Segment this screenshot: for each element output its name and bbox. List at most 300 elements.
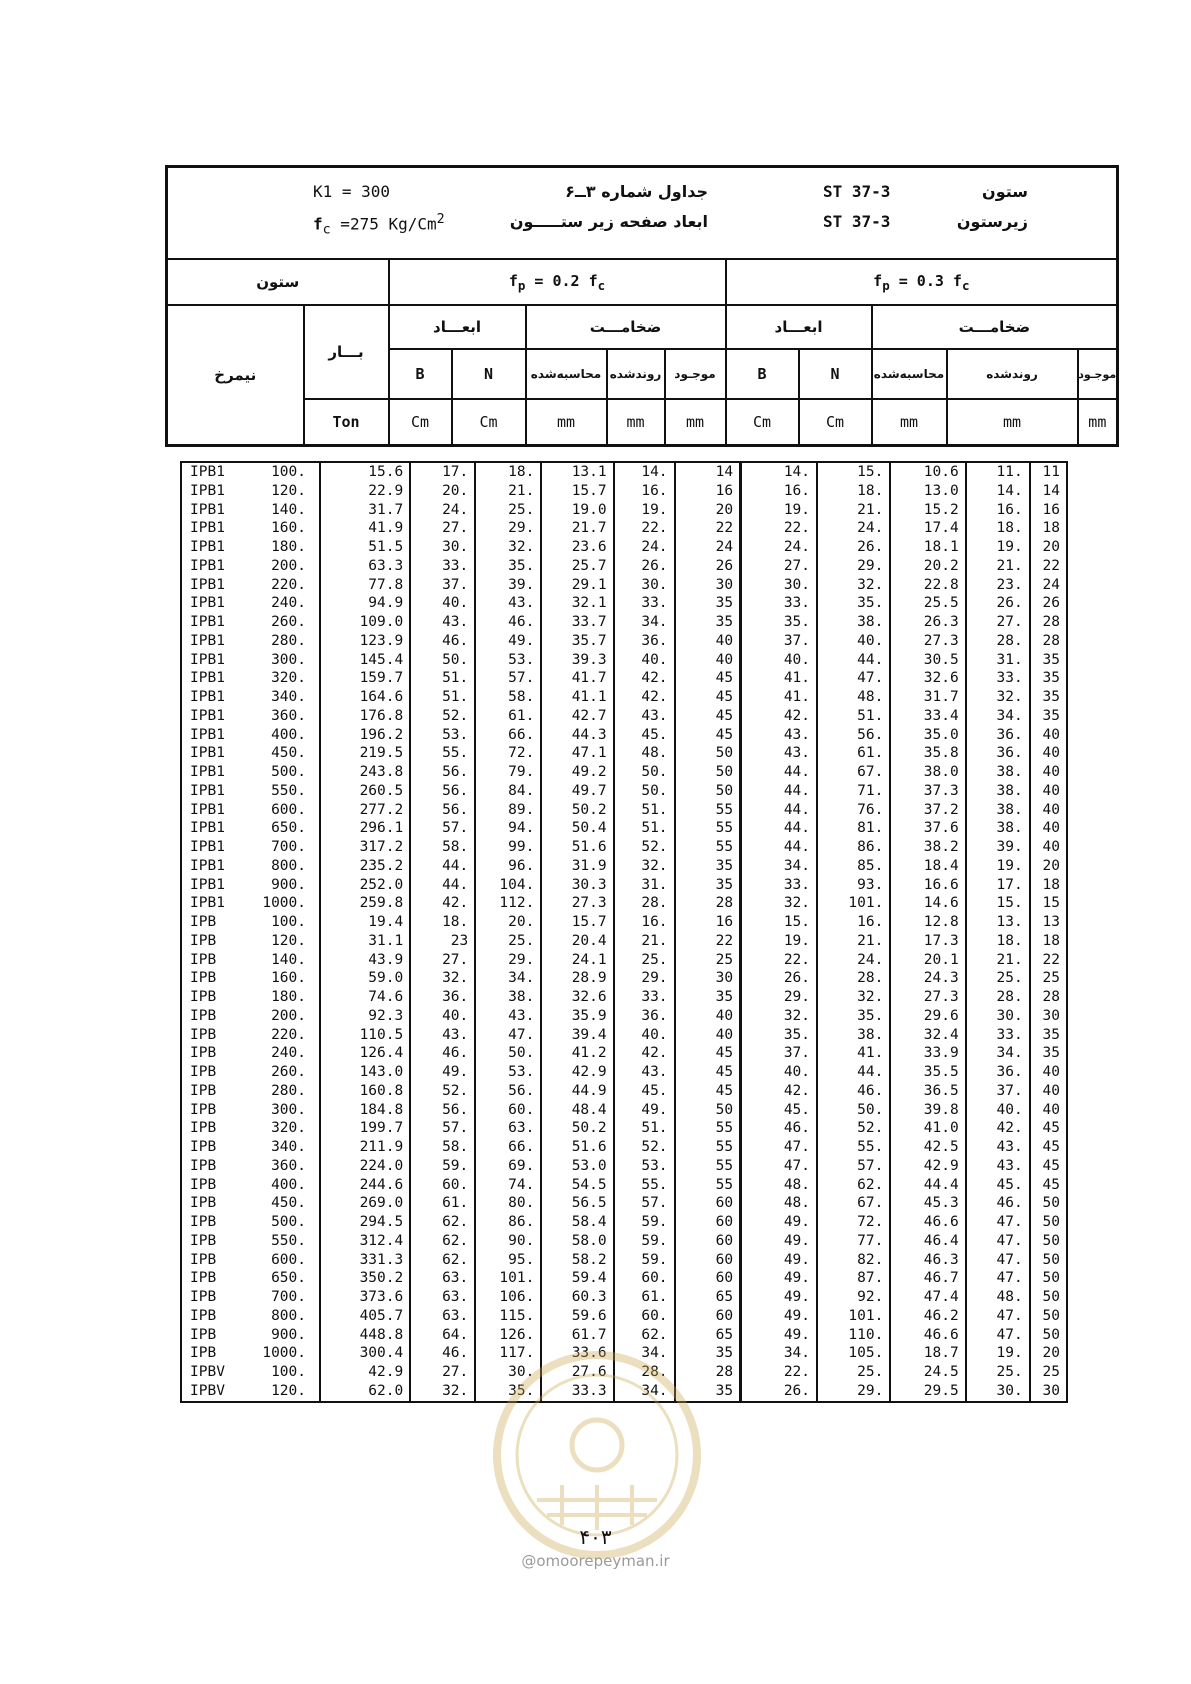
profile-name: IPB1 (190, 764, 225, 780)
table-row (181, 801, 1067, 820)
profile-cell (181, 1213, 320, 1232)
thick-round-1-cell: 42. (614, 1044, 675, 1063)
load-cell: 259.8 (320, 894, 410, 913)
B-1-cell: 56. (410, 801, 475, 820)
B-1-cell: 59. (410, 1157, 475, 1176)
table-row (181, 1157, 1067, 1176)
profile-size: 550. (271, 782, 306, 799)
thick-exist-2-cell: 40 (1030, 1082, 1067, 1101)
profile-size: 650. (271, 820, 306, 837)
thick-exist-2-cell: 45 (1030, 1157, 1067, 1176)
profile-cell (181, 482, 320, 501)
N-1-cell: 20. (475, 913, 541, 932)
thick-exist-1-cell: 35 (675, 613, 741, 632)
thick-exist-1-cell: 65 (675, 1326, 741, 1345)
N-1-cell: 115. (475, 1307, 541, 1326)
thick-round-1-cell: 28. (614, 1363, 675, 1382)
B-2-cell: 34. (741, 1344, 817, 1363)
profile-size: 200. (271, 1007, 306, 1024)
table-row (181, 1194, 1067, 1213)
thick-calc-1-cell: 59.4 (541, 1269, 613, 1288)
table-row (181, 932, 1067, 951)
thick-round-2-cell: 32. (966, 688, 1030, 707)
B-2-cell: 47. (741, 1138, 817, 1157)
B-2-cell: 19. (741, 932, 817, 951)
thick-round-1-cell: 14. (614, 462, 675, 482)
thick-round-2-cell: 43. (966, 1138, 1030, 1157)
thick-calc-2-cell: 27.3 (890, 632, 965, 651)
thick-calc-1-cell: 27.3 (541, 894, 613, 913)
N-2-cell: 82. (817, 1251, 890, 1270)
table-row (181, 1251, 1067, 1270)
profile-size: 140. (271, 951, 306, 968)
thick-round-1-cell: 24. (614, 538, 675, 557)
profile-cell (181, 988, 320, 1007)
thick-calc-1-cell: 29.1 (541, 576, 613, 595)
thick-exist-1-cell: 16 (675, 482, 741, 501)
N-1-cell: 18. (475, 462, 541, 482)
profile-cell (181, 557, 320, 576)
thick-exist-2-cell: 50 (1030, 1269, 1067, 1288)
N-1-cell: 112. (475, 894, 541, 913)
thick-exist-1-cell: 26 (675, 557, 741, 576)
profile-name: IPB1 (190, 670, 225, 687)
profile-name: IPB1 (190, 820, 225, 837)
profile-name: IPB (190, 1214, 217, 1230)
N-2-cell: 101. (817, 894, 890, 913)
thick-calc-1-cell: 58.2 (541, 1251, 613, 1270)
N-1-cell: 94. (475, 819, 541, 838)
col-calculated-2: محاسبه‌شده (872, 349, 947, 399)
thick-exist-2-cell: 40 (1030, 1063, 1067, 1082)
table-subtitle: ابعاد صفحه زیر ستـــــون (509, 212, 708, 231)
unit-B-2: Cm (726, 399, 799, 446)
profile-cell (181, 632, 320, 651)
thick-calc-2-cell: 14.6 (890, 894, 965, 913)
thick-exist-2-cell: 22 (1030, 557, 1067, 576)
thick-exist-2-cell: 14 (1030, 482, 1067, 501)
thick-calc-2-cell: 35.5 (890, 1063, 965, 1082)
thick-exist-1-cell: 55 (675, 1119, 741, 1138)
thick-round-1-cell: 51. (614, 801, 675, 820)
profile-name: IPB (190, 951, 217, 968)
table-row (181, 1101, 1067, 1120)
thick-calc-2-cell: 15.2 (890, 501, 965, 520)
thick-exist-1-cell: 55 (675, 1176, 741, 1195)
profile-cell (181, 1251, 320, 1270)
profile-cell (181, 519, 320, 538)
load-cell: 145.4 (320, 651, 410, 670)
profile-name: IPB (190, 1176, 217, 1193)
thick-calc-2-cell: 25.5 (890, 594, 965, 613)
N-2-cell: 18. (817, 482, 890, 501)
profile-size: 200. (271, 557, 306, 574)
table-row (181, 857, 1067, 876)
profile-cell (181, 819, 320, 838)
table-row (181, 744, 1067, 763)
N-2-cell: 86. (817, 838, 890, 857)
profile-cell (181, 1044, 320, 1063)
table-row (181, 951, 1067, 970)
profile-cell (181, 969, 320, 988)
profile-size: 500. (271, 1214, 306, 1230)
load-cell: 176.8 (320, 707, 410, 726)
B-2-cell: 34. (741, 857, 817, 876)
N-2-cell: 93. (817, 876, 890, 895)
thick-round-1-cell: 43. (614, 1063, 675, 1082)
thick-round-2-cell: 42. (966, 1119, 1030, 1138)
thick-exist-1-cell: 35 (675, 857, 741, 876)
load-cell: 244.6 (320, 1176, 410, 1195)
thick-exist-1-cell: 60 (675, 1232, 741, 1251)
N-1-cell: 58. (475, 688, 541, 707)
thick-exist-1-cell: 30 (675, 969, 741, 988)
thick-calc-1-cell: 49.2 (541, 763, 613, 782)
thick-calc-2-cell: 37.3 (890, 782, 965, 801)
N-2-cell: 101. (817, 1307, 890, 1326)
profile-size: 220. (271, 576, 306, 593)
steel-grade-column: ST 37-3 (823, 182, 891, 201)
load-cell: 296.1 (320, 819, 410, 838)
thick-round-2-cell: 34. (966, 707, 1030, 726)
N-1-cell: 99. (475, 838, 541, 857)
B-1-cell: 33. (410, 557, 475, 576)
thick-exist-2-cell: 35 (1030, 1044, 1067, 1063)
thick-exist-2-cell: 16 (1030, 501, 1067, 520)
label-base-plate: زیرستون (956, 212, 1028, 231)
thick-exist-2-cell: 40 (1030, 744, 1067, 763)
thick-calc-1-cell: 61.7 (541, 1326, 613, 1345)
thick-exist-1-cell: 40 (675, 651, 741, 670)
profile-cell (181, 576, 320, 595)
N-2-cell: 32. (817, 576, 890, 595)
B-1-cell: 63. (410, 1269, 475, 1288)
N-2-cell: 50. (817, 1101, 890, 1120)
thick-exist-1-cell: 55 (675, 1157, 741, 1176)
thick-exist-2-cell: 25 (1030, 969, 1067, 988)
profile-cell (181, 857, 320, 876)
fp2-value: = 0.3 f (889, 271, 962, 290)
unit-calc-2: mm (872, 399, 947, 446)
thick-round-2-cell: 47. (966, 1269, 1030, 1288)
profile-cell (181, 894, 320, 913)
thick-round-2-cell: 18. (966, 932, 1030, 951)
thick-round-1-cell: 16. (614, 482, 675, 501)
thick-calc-1-cell: 39.4 (541, 1026, 613, 1045)
N-1-cell: 29. (475, 519, 541, 538)
B-1-cell: 49. (410, 1063, 475, 1082)
N-2-cell: 24. (817, 519, 890, 538)
unit-exist-1: mm (665, 399, 726, 446)
thick-calc-1-cell: 33.7 (541, 613, 613, 632)
N-2-cell: 57. (817, 1157, 890, 1176)
thick-exist-1-cell: 60 (675, 1307, 741, 1326)
thick-calc-2-cell: 31.7 (890, 688, 965, 707)
thick-calc-1-cell: 58.4 (541, 1213, 613, 1232)
thick-exist-2-cell: 20 (1030, 538, 1067, 557)
thick-calc-1-cell: 23.6 (541, 538, 613, 557)
thick-calc-2-cell: 12.8 (890, 913, 965, 932)
load-cell: 252.0 (320, 876, 410, 895)
profile-name: IPBV (190, 1382, 225, 1399)
B-2-cell: 40. (741, 1063, 817, 1082)
profile-name: IPB (190, 1251, 217, 1268)
thick-calc-1-cell: 53.0 (541, 1157, 613, 1176)
profile-size: 600. (271, 1251, 306, 1268)
N-2-cell: 24. (817, 951, 890, 970)
load-cell: 15.6 (320, 462, 410, 482)
profile-name: IPB1 (190, 501, 225, 518)
thick-calc-1-cell: 42.9 (541, 1063, 613, 1082)
thick-calc-1-cell: 35.7 (541, 632, 613, 651)
thick-round-2-cell: 47. (966, 1326, 1030, 1345)
table-row (181, 1176, 1067, 1195)
N-2-cell: 76. (817, 801, 890, 820)
thick-exist-2-cell: 40 (1030, 763, 1067, 782)
profile-size: 160. (271, 970, 306, 987)
thick-exist-2-cell: 40 (1030, 838, 1067, 857)
load-cell: 405.7 (320, 1307, 410, 1326)
profile-cell (181, 538, 320, 557)
B-2-cell: 26. (741, 1382, 817, 1402)
table-row (181, 1288, 1067, 1307)
profile-cell (181, 1119, 320, 1138)
B-1-cell: 36. (410, 988, 475, 1007)
watermark-text: @omoorepeyman.ir (521, 1552, 670, 1570)
load-cell: 77.8 (320, 576, 410, 595)
thick-exist-1-cell: 22 (675, 932, 741, 951)
load-cell: 123.9 (320, 632, 410, 651)
table-row (181, 482, 1067, 501)
profile-name: IPB1 (190, 632, 225, 649)
load-cell: 312.4 (320, 1232, 410, 1251)
thick-round-1-cell: 52. (614, 1138, 675, 1157)
thick-round-2-cell: 28. (966, 632, 1030, 651)
thick-round-2-cell: 33. (966, 669, 1030, 688)
table-row (181, 838, 1067, 857)
B-2-cell: 35. (741, 1026, 817, 1045)
title-block (167, 167, 1118, 260)
thick-round-2-cell: 38. (966, 819, 1030, 838)
thick-round-2-cell: 19. (966, 857, 1030, 876)
col-rounded-2: روندشده (947, 349, 1078, 399)
profile-cell (181, 951, 320, 970)
table-row (181, 782, 1067, 801)
table-header (165, 165, 1119, 447)
data-table (180, 461, 1068, 1403)
load-cell: 74.6 (320, 988, 410, 1007)
profile-name: IPB (190, 932, 217, 949)
fp1-subscript: p (517, 277, 526, 293)
thick-exist-1-cell: 65 (675, 1288, 741, 1307)
load-cell: 41.9 (320, 519, 410, 538)
profile-cell (181, 782, 320, 801)
B-2-cell: 37. (741, 632, 817, 651)
N-1-cell: 60. (475, 1101, 541, 1120)
thick-calc-2-cell: 10.6 (890, 462, 965, 482)
page-number: ۴۰۳ (579, 1525, 612, 1549)
N-1-cell: 104. (475, 876, 541, 895)
load-cell: 51.5 (320, 538, 410, 557)
thick-exist-1-cell: 22 (675, 519, 741, 538)
table-row (181, 613, 1067, 632)
N-1-cell: 66. (475, 1138, 541, 1157)
profile-cell (181, 1288, 320, 1307)
thick-round-2-cell: 36. (966, 1063, 1030, 1082)
B-1-cell: 40. (410, 1007, 475, 1026)
N-2-cell: 15. (817, 462, 890, 482)
thick-round-2-cell: 16. (966, 501, 1030, 520)
thick-exist-1-cell: 45 (675, 1082, 741, 1101)
profile-cell (181, 1026, 320, 1045)
profile-size: 300. (271, 651, 306, 668)
table-row (181, 819, 1067, 838)
B-2-cell: 24. (741, 538, 817, 557)
thick-calc-2-cell: 38.0 (890, 763, 965, 782)
B-2-cell: 42. (741, 707, 817, 726)
profile-cell (181, 1101, 320, 1120)
profile-size: 900. (271, 1326, 306, 1343)
thick-exist-1-cell: 40 (675, 632, 741, 651)
load-cell: 243.8 (320, 763, 410, 782)
thick-round-2-cell: 37. (966, 1082, 1030, 1101)
profile-name: IPB1 (190, 689, 225, 705)
B-1-cell: 56. (410, 763, 475, 782)
B-2-cell: 48. (741, 1176, 817, 1195)
B-2-cell: 41. (741, 688, 817, 707)
N-2-cell: 71. (817, 782, 890, 801)
thick-round-1-cell: 36. (614, 1007, 675, 1026)
load-cell: 277.2 (320, 801, 410, 820)
profile-cell (181, 744, 320, 763)
profile-name: IPB1 (190, 651, 225, 668)
fp2-fc-subscript: c (961, 277, 970, 293)
thick-calc-1-cell: 59.6 (541, 1307, 613, 1326)
B-2-cell: 48. (741, 1194, 817, 1213)
table-row (181, 894, 1067, 913)
thick-round-2-cell: 38. (966, 782, 1030, 801)
thick-exist-2-cell: 25 (1030, 1363, 1067, 1382)
B-1-cell: 37. (410, 576, 475, 595)
thick-calc-1-cell: 33.6 (541, 1344, 613, 1363)
B-2-cell: 49. (741, 1307, 817, 1326)
thick-exist-1-cell: 35 (675, 1344, 741, 1363)
N-2-cell: 16. (817, 913, 890, 932)
thick-exist-2-cell: 45 (1030, 1176, 1067, 1195)
load-cell: 63.3 (320, 557, 410, 576)
profile-name: IPB (190, 1326, 217, 1343)
thick-exist-1-cell: 50 (675, 763, 741, 782)
thick-calc-2-cell: 38.2 (890, 838, 965, 857)
N-1-cell: 21. (475, 482, 541, 501)
thick-round-1-cell: 33. (614, 594, 675, 613)
thick-calc-2-cell: 32.4 (890, 1026, 965, 1045)
thick-round-2-cell: 26. (966, 594, 1030, 613)
thick-calc-2-cell: 46.2 (890, 1307, 965, 1326)
thick-round-1-cell: 33. (614, 988, 675, 1007)
thick-exist-2-cell: 28 (1030, 988, 1067, 1007)
B-1-cell: 27. (410, 951, 475, 970)
table-row (181, 1063, 1067, 1082)
profile-size: 500. (271, 764, 306, 780)
B-2-cell: 49. (741, 1232, 817, 1251)
profile-size: 1000. (262, 895, 306, 912)
profile-size: 400. (271, 726, 306, 743)
table-row (181, 1044, 1067, 1063)
profile-name: IPB1 (190, 557, 225, 574)
B-2-cell: 16. (741, 482, 817, 501)
profile-size: 900. (271, 876, 306, 893)
thick-calc-1-cell: 35.9 (541, 1007, 613, 1026)
profile-name: IPB1 (190, 464, 225, 480)
B-2-cell: 44. (741, 819, 817, 838)
thick-exist-1-cell: 14 (675, 462, 741, 482)
thick-exist-2-cell: 15 (1030, 894, 1067, 913)
N-2-cell: 81. (817, 819, 890, 838)
N-2-cell: 56. (817, 726, 890, 745)
profile-cell (181, 1007, 320, 1026)
N-1-cell: 43. (475, 1007, 541, 1026)
B-2-cell: 22. (741, 951, 817, 970)
profile-size: 340. (271, 1139, 306, 1155)
thick-calc-1-cell: 49.7 (541, 782, 613, 801)
load-cell: 126.4 (320, 1044, 410, 1063)
thick-calc-2-cell: 37.2 (890, 801, 965, 820)
load-cell: 31.7 (320, 501, 410, 520)
thick-exist-2-cell: 35 (1030, 707, 1067, 726)
thick-calc-1-cell: 54.5 (541, 1176, 613, 1195)
B-2-cell: 40. (741, 651, 817, 670)
thick-exist-2-cell: 40 (1030, 801, 1067, 820)
N-1-cell: 61. (475, 707, 541, 726)
N-1-cell: 35. (475, 557, 541, 576)
B-2-cell: 26. (741, 969, 817, 988)
N-2-cell: 67. (817, 763, 890, 782)
thick-exist-2-cell: 35 (1030, 1026, 1067, 1045)
B-1-cell: 46. (410, 1344, 475, 1363)
thick-calc-2-cell: 18.1 (890, 538, 965, 557)
thick-round-1-cell: 21. (614, 932, 675, 951)
N-1-cell: 53. (475, 1063, 541, 1082)
thick-calc-2-cell: 26.3 (890, 613, 965, 632)
B-1-cell: 53. (410, 726, 475, 745)
thick-calc-1-cell: 60.3 (541, 1288, 613, 1307)
profile-size: 120. (271, 1382, 306, 1399)
B-2-cell: 15. (741, 913, 817, 932)
thick-round-1-cell: 34. (614, 1382, 675, 1402)
B-2-cell: 41. (741, 669, 817, 688)
thick-calc-2-cell: 33.4 (890, 707, 965, 726)
thick-calc-2-cell: 24.5 (890, 1363, 965, 1382)
load-cell: 300.4 (320, 1344, 410, 1363)
thick-calc-2-cell: 18.4 (890, 857, 965, 876)
thick-calc-1-cell: 15.7 (541, 913, 613, 932)
B-2-cell: 45. (741, 1101, 817, 1120)
col-B-2: B (726, 349, 799, 399)
profile-size: 360. (271, 1157, 306, 1174)
thick-round-1-cell: 19. (614, 501, 675, 520)
thick-round-1-cell: 34. (614, 613, 675, 632)
profile-cell (181, 707, 320, 726)
B-2-cell: 35. (741, 613, 817, 632)
N-2-cell: 32. (817, 988, 890, 1007)
profile-cell (181, 1363, 320, 1382)
table-row (181, 876, 1067, 895)
thick-round-2-cell: 47. (966, 1307, 1030, 1326)
profile-size: 340. (271, 689, 306, 705)
thick-round-2-cell: 18. (966, 519, 1030, 538)
thick-round-2-cell: 23. (966, 576, 1030, 595)
